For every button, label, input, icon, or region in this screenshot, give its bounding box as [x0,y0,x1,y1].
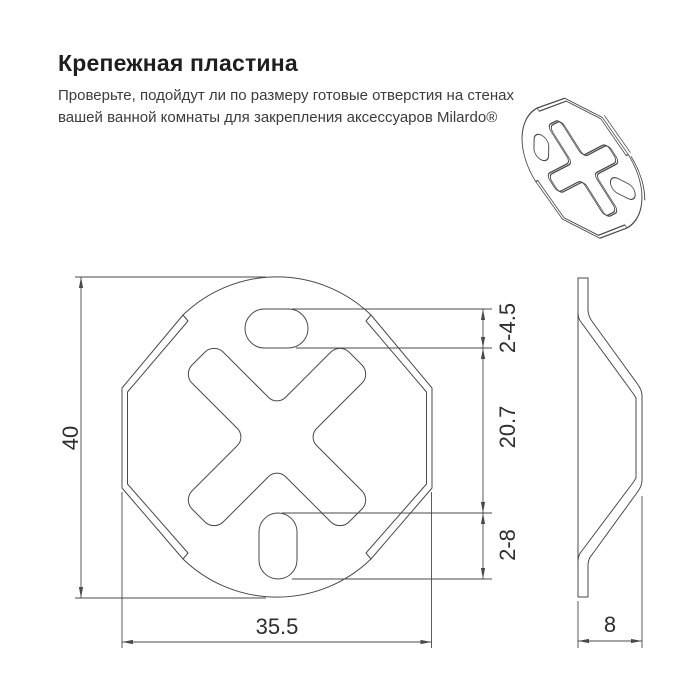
side-profile-outline [578,278,642,597]
iso-cross-cutout [522,77,642,259]
subtitle-line-2: вашей ванной комнаты для закрепления аксессуаров Milardo® [58,109,498,126]
iso-cross-depth [524,78,644,260]
arrowhead [578,639,589,643]
dimension-labels [58,303,616,639]
iso-thickness-arc [630,156,645,200]
arrowhead [631,639,642,643]
side-view [578,278,642,597]
iso-top-oval-hole [534,131,549,163]
side-profile-inner-line [578,313,636,561]
arrowhead [481,568,485,579]
arrowhead [481,337,485,348]
arrowhead [481,502,485,513]
arrowhead [481,513,485,524]
bend-line-right [366,315,427,559]
cross-cutout [120,280,434,594]
label-bottom-hole: 2-8 [495,529,520,561]
plate-outline [122,277,432,597]
label-width: 35.5 [255,614,299,639]
subtitle-line-1: Проверьте, подойдут ли по размеру готовые отверстия на стенах [58,87,515,104]
iso-bend-line-right [537,86,629,156]
arrowhead [79,277,83,288]
bottom-oval-hole [259,513,297,579]
label-mid-span: 20.7 [495,405,520,449]
arrowhead [481,348,485,359]
iso-bottom-oval-hole [610,175,635,202]
iso-view [521,76,646,260]
top-oval-hole [245,309,308,348]
label-height: 40 [58,425,83,451]
bend-line-left [128,315,189,559]
arrowhead [421,640,432,644]
iso-plate-outline [521,77,643,259]
label-depth: 8 [603,612,617,637]
front-view [120,277,434,597]
label-top-hole: 2-4.5 [495,302,520,354]
arrowhead [122,640,133,644]
arrowhead [79,587,83,598]
page-title: Крепежная пластина [58,50,298,76]
dimension-lines [75,277,642,648]
arrowhead [481,309,485,320]
